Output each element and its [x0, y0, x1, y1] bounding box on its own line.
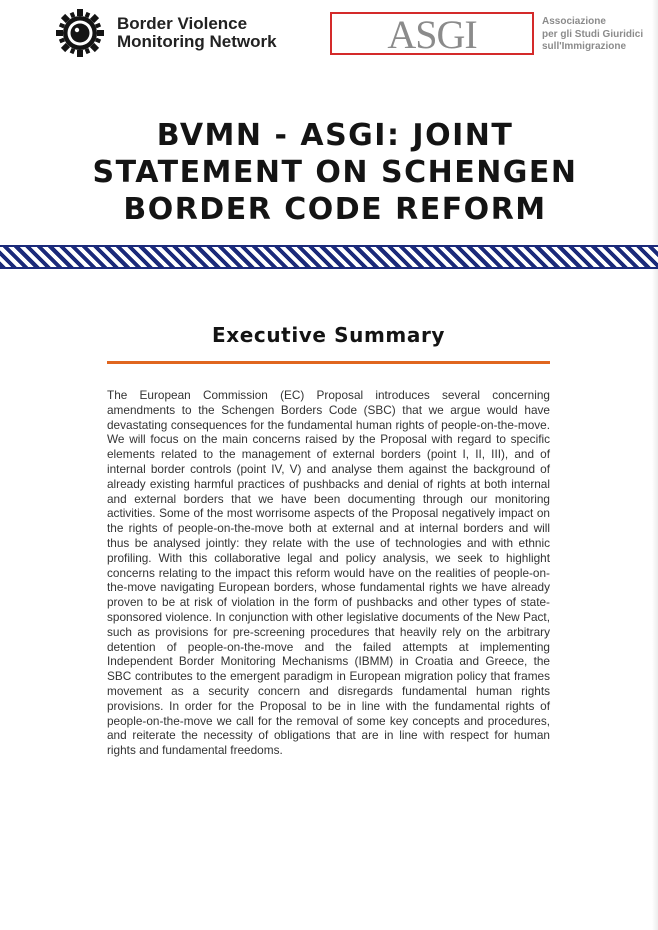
asgi-sub-line1: Associazione [542, 16, 606, 27]
heading-underline-rule [107, 361, 550, 364]
bvmn-gear-eye-icon [55, 8, 105, 58]
asgi-sub-line2: per gli Studi Giuridici [542, 28, 644, 40]
title-line2: STATEMENT ON SCHENGEN [92, 155, 578, 190]
asgi-logo-text: ASGI [387, 11, 477, 57]
title-line1: BVMN - ASGI: JOINT [156, 118, 514, 153]
document-header [0, 0, 658, 70]
bvmn-logo-line1: Border Violence [117, 14, 248, 33]
asgi-sub-line3: sull'Immigrazione [542, 41, 627, 52]
document-title [60, 117, 610, 228]
asgi-full-name [542, 16, 643, 54]
section-heading: Executive Summary [211, 323, 446, 347]
title-line3: BORDER CODE REFORM [123, 192, 547, 227]
executive-summary-paragraph: The European Commission (EC) Proposal introduces several concerning amendments to the Schengen Borders Code (SBC) that we argue would have devastating consequences for the fundamental human rights of people-on-the-move. We will focus on the main concerns raised by the Proposal with regard to specific elements related to the management of external borders (point I, II, III), and of internal border controls (point IV, V) and analyse them against the background of already existing harmful practices of pushbacks and denial of rights at both internal and external borders that we have been documenting through our monitoring activities. Some of the most worrisome aspects of the Proposal negatively impact on the rights of people-on-the-move both at external and at internal borders and will thus be analysed jointly: they relate with the use of technologies and with ethnic profiling. With this collaborative legal and policy analysis, we seek to highlight concerns relating to the impact this reform would have on the realities of people-on-the-move navigating European borders, whose fundamental rights we have already proven to be at risk of violation in the form of pushbacks and other types of state-sponsored violence. In conjunction with other legislative documents of the New Pact, such as provisions for pre-screening procedures that heavily rely on the arbitrary detention of people-on-the-move and the failed attempts at implementing Independent Border Monitoring Mechanisms (IBMM) in Croatia and Greece, the SBC contributes to the emergent paradigm in European migration policy that frames movement as a security concern and disregards fundamental human rights provisions. In order for the Proposal to be in line with the fundamental rights of people-on-the-move we call for the removal of some key concepts and procedures, and reiterate the necessity of obligations that are in line with respect for human rights and fundamental freedoms. [107, 388, 550, 758]
bvmn-logo-line2: Monitoring Network [117, 32, 277, 51]
decorative-stripe-band [0, 245, 658, 269]
bvmn-wordmark [117, 15, 277, 51]
bvmn-logo [55, 8, 277, 58]
page-edge-shadow [652, 0, 658, 930]
asgi-logo-box [330, 12, 534, 55]
